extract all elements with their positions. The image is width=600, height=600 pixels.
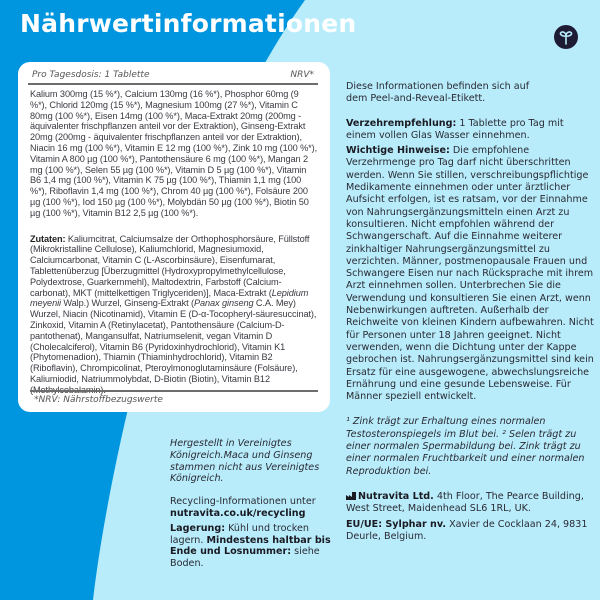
eu-representative bbox=[346, 519, 596, 544]
eu-label: EU/UE: Sylphar nv. bbox=[346, 518, 447, 530]
ingredients-text: C.A. Mey) Wurzel, Niacin (Nicotinamid), Vitamin E (D-α-Tocopheryl-säuresuccinat), Zinkoxid, Vitamin A (Retinylacetat), Pantothensäure (Calcium-D-pantothenat), Mangansulfat, Natriumselenit, vegan Vitamin D (Cholecalciferol), Vitamin B6 (Pyridoxinhydrochlorid), Vitamin K1 (Phytomenadion), Thiamin (Thiaminhydrochlorid), Vitamin B2 (Riboflavin), Chrompicolinat, Pteroylmonoglutaminsäure (Folsäure), Kaliumiodid, Natriummolybdat, D-Biotin (Biotin), Vitamin B12 (Methylcobalamin). bbox=[30, 298, 317, 395]
page-title: Nährwertinformationen bbox=[20, 9, 357, 38]
label-info: Diese Informationen befinden sich auf dem Peel-and-Reveal-Etikett. bbox=[346, 81, 530, 105]
recycling-link[interactable]: nutravita.co.uk/recycling bbox=[170, 507, 306, 519]
latin-name-maca: Lepidium meyenii bbox=[30, 287, 309, 309]
health-claims: ¹ Zink trägt zur Erhaltung eines normalen Testosteronspiegels im Blut bei. ² Selen trägt zu einer normalen Spermabildung bei. Zink trägt zu einer normalen Fruchtbarkeit und einer normalen Reproduktion bei. bbox=[346, 416, 585, 477]
recycling-info bbox=[170, 496, 335, 520]
manufacturer-name: Nutravita Ltd. bbox=[358, 490, 434, 502]
storage-info bbox=[170, 523, 335, 570]
nrv-footnote: *NRV: Nährstoffbezugswerte bbox=[30, 390, 318, 405]
recycling-text: Recycling-Informationen unter bbox=[170, 496, 316, 508]
middle-column bbox=[170, 438, 335, 570]
storage-label: Lagerung: bbox=[170, 522, 226, 534]
nutrition-card bbox=[18, 62, 330, 412]
dosage-text: 1 Tablette pro Tag mit einem vollen Glas Wasser einnehmen. bbox=[346, 117, 564, 141]
origin-note: Hergestellt in Vereinigtes Königreich.Maca und Ginseng stammen nicht aus Vereinigtes Königreich. bbox=[170, 438, 320, 485]
ingredients-list bbox=[30, 234, 318, 396]
best-before-label: Mindestens haltbar bis Ende und Losnummer: bbox=[170, 534, 331, 558]
nutrients-list: Kalium 300mg (15 %*), Calcium 130mg (16 %*), Phosphor 60mg (9 %*), Chlorid 120mg (15 %*), Magnesium 100mg (27 %*), Vitamin C 80mg (100 %*), Eisen 14mg (100 %*), Maca-Extrakt 20mg (200mg - äquivalenter frischpflanzen anteil vor der Extraktion), Ginseng-Extrakt 20mg (200mg - äquivalenter frischpflanzen anteil vor der Extraktion), Niacin 16 mg (100 %*), Vitamin E 12 mg (100 %*), Zink 10 mg (100 %*), Vitamin A 800 µg (100 %*), Pantothensäure 6 mg (100 %*), Mangan 2 mg (100 %*), Selen 55 µg (100 %*), Vitamin D 5 µg (100 %*), Vitamin B6 1,4 mg (100 %*), Vitamin K 75 µg (100 %*), Thiamin 1,1 mg (100 %*), Riboflavin 1,4 mg (100 %*), Chrom 40 µg (100 %*), Folsäure 200 µg (100 %*), Iod 150 µg (100 %*), Molybdän 50 µg (100 %*), Biotin 50 µg (100 %*), Vitamin B12 2,5 µg (100 %*). bbox=[30, 89, 318, 218]
dose-label: Pro Tagesdosis: 1 Tablette bbox=[32, 70, 150, 80]
dosage-info bbox=[346, 118, 596, 143]
sprout-icon bbox=[554, 25, 578, 49]
ingredients-text: Kaliumcitrat, Calciumsalze der Orthophosphorsäure, Füllstoff (Mikrokristalline Cellulose), Kaliumchlorid, Magnesiumoxid, Calciumcarbonat, Vitamin C (L-Ascorbinsäure), Eisenfumarat, Tablettenüberzug [Überzugmittel (Hydroxypropylmethylcellulose, Polydextrose, Guarkernmehl), Maltodextrin, Farbstoff (Calcium-carbonat), MKT (mittelkettigen Triglyceriden)], Maca-Extrakt ( bbox=[30, 233, 310, 298]
nrv-label: NRV* bbox=[290, 70, 314, 80]
right-column bbox=[346, 81, 596, 543]
card-header bbox=[28, 70, 318, 85]
best-before-text: siehe Boden. bbox=[170, 546, 320, 570]
factory-icon bbox=[346, 492, 356, 500]
eu-address: Xavier de Cocklaan 24, 9831 Deurle, Belgium. bbox=[346, 518, 588, 542]
storage-text: Kühl und trocken lagern. bbox=[170, 522, 309, 546]
warnings-info bbox=[346, 145, 596, 403]
warnings-label: Wichtige Hinweise: bbox=[346, 145, 450, 157]
warnings-text: Die empfohlene Verzehrmenge pro Tag darf nicht überschritten werden. Wenn Sie stillen, verschreibungspflichtige Medikamente einnehmen oder unter ärztlicher Aufsicht erfolgen, ist es ratsam, vor der Einnahme von Nahrungsergänzungsmitteln einen Arzt zu konsultieren. Nicht empfohlen während der Schwangerschaft. Auf die Einnahme weiterer zinkhaltiger Nahrungsergänzungsmittel zu verzichten. Männer, postmenopausale Frauen und Schwangere Eisen nur nach Rücksprache mit ihrem Arzt einnehmen sollen. Unterbrechen Sie die Verwendung und konsultieren Sie einen Arzt, wenn Nebenwirkungen auftreten. Außerhalb der Reichweite von kleinen Kindern aufbewahren. Nicht für Personen unter 18 Jahren geeignet. Nicht verwenden, wenn die Dichtung unter der Kappe gebrochen ist. Nahrungsergänzungsmittel sind kein Ersatz für eine ausgewogene, abwechslungsreiche Ernährung und eine gesunde Lebensweise. Für Männer speziell entwickelt. bbox=[346, 145, 594, 403]
ingredients-label: Zutaten: bbox=[30, 233, 66, 244]
latin-name-ginseng: Panax ginseng bbox=[193, 298, 254, 309]
dosage-label: Verzehrempfehlung: bbox=[346, 117, 457, 129]
manufacturer-info bbox=[346, 491, 596, 516]
ingredients-text: Walp.) Wurzel, Ginseng-Extrakt ( bbox=[60, 298, 194, 309]
manufacturer-address: 4th Floor, The Pearce Building, West Street, Maidenhead SL6 1RL, UK. bbox=[346, 490, 584, 515]
